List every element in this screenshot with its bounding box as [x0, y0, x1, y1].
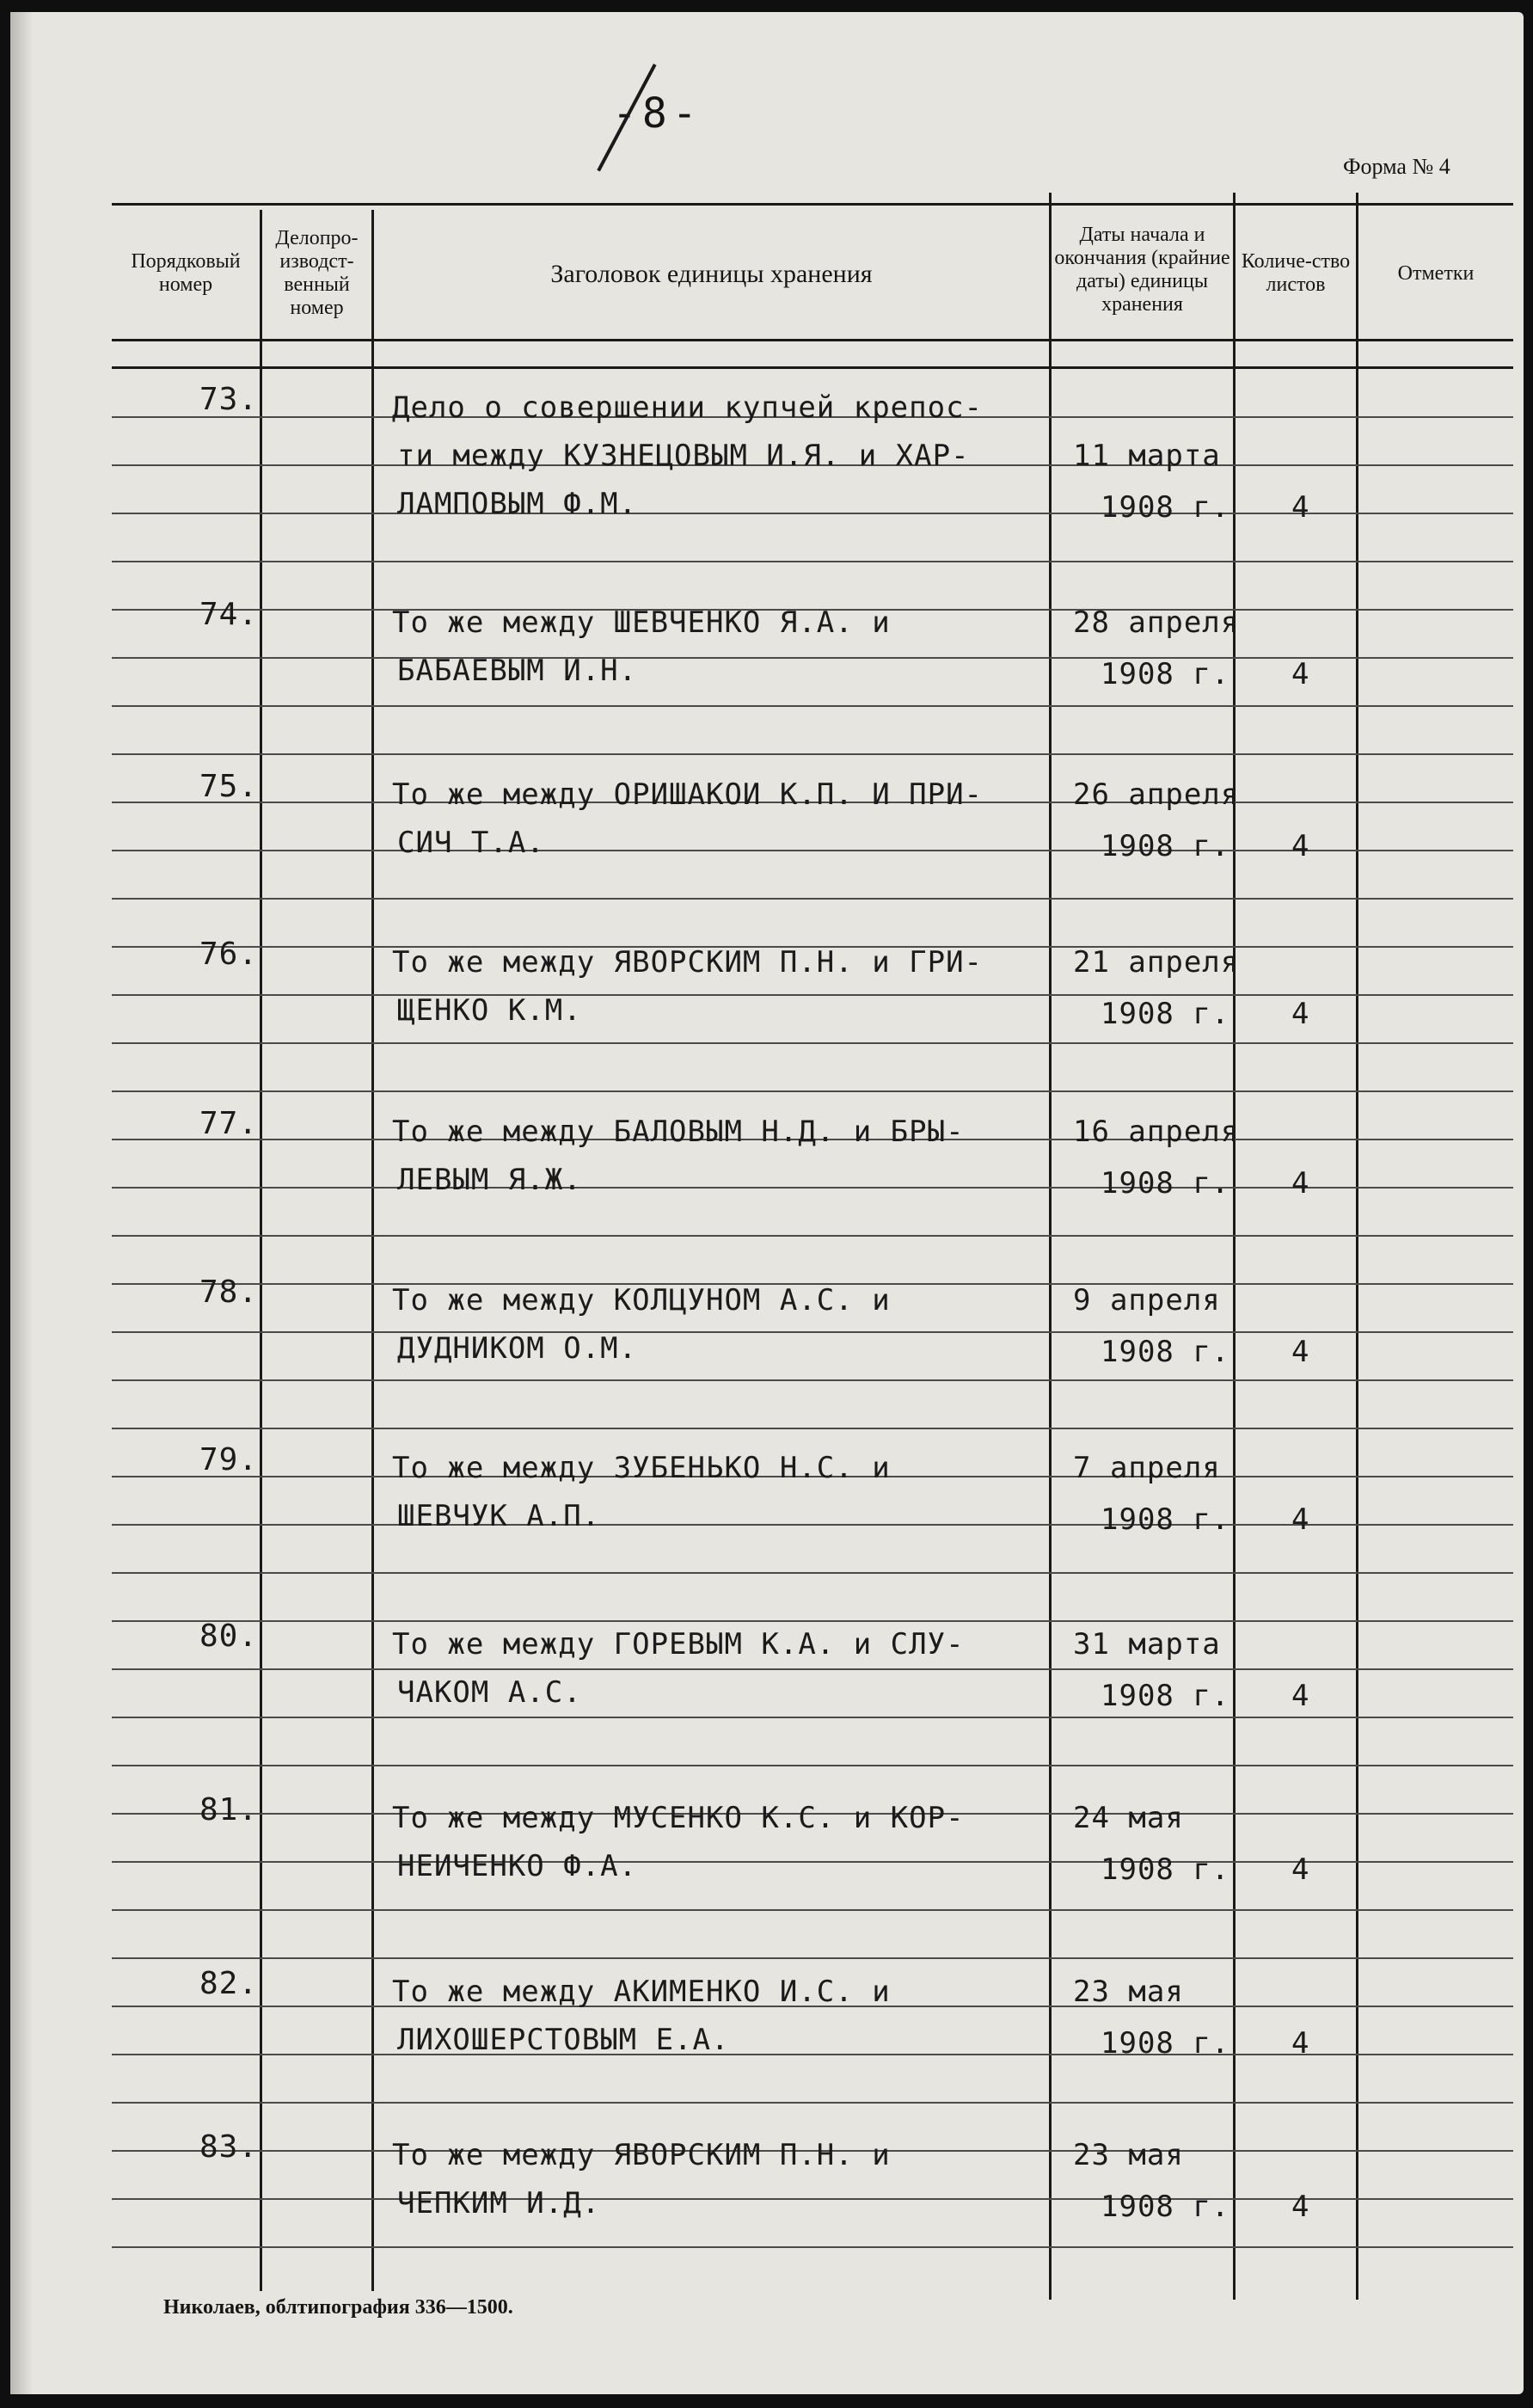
ruled-line [112, 1957, 1513, 1959]
row-number: 73. [199, 382, 259, 417]
row-start-date: 11 марта [1073, 439, 1221, 473]
row-sheet-count: 4 [1291, 1852, 1310, 1887]
row-year: 1908 г. [1101, 1852, 1230, 1887]
ruled-line [112, 2102, 1513, 2104]
row-title-line: Дело о совершении купчей крепос- [392, 390, 984, 425]
ruled-line [112, 1909, 1513, 1911]
row-sheet-count: 4 [1291, 657, 1310, 691]
row-title-line: БАБАЕВЫМ И.Н. [397, 654, 638, 688]
row-title-line: То же между БАЛОВЫМ Н.Д. и БРЫ- [392, 1115, 965, 1149]
row-start-date: 7 апреля [1073, 1451, 1221, 1485]
row-number: 75. [199, 769, 259, 804]
document-page [10, 12, 1524, 2394]
ruled-line [112, 1090, 1513, 1092]
row-sheet-count: 4 [1291, 2190, 1310, 2224]
row-title-line: ЛАМПОВЫМ Ф.М. [397, 487, 638, 521]
row-year: 1908 г. [1101, 1166, 1230, 1201]
row-sheet-count: 4 [1291, 1502, 1310, 1537]
row-title-line: НЕИЧЕНКО Ф.А. [397, 1849, 638, 1883]
printer-imprint: Николаев, облтипография 336—1500. [163, 2296, 513, 2319]
row-title-line: ЛЕВЫМ Я.Ж. [397, 1163, 582, 1197]
row-sheet-count: 4 [1291, 1166, 1310, 1201]
row-year: 1908 г. [1101, 1502, 1230, 1537]
row-sheet-count: 4 [1291, 490, 1310, 525]
column-divider-4 [1233, 193, 1236, 2300]
row-sheet-count: 4 [1291, 2026, 1310, 2061]
row-sheet-count: 4 [1291, 997, 1310, 1031]
row-start-date: 28 апреля [1073, 605, 1240, 640]
header-title: Заголовок единицы хранения [550, 259, 873, 288]
page-binding-shadow [10, 12, 33, 2394]
ruled-line [112, 994, 1513, 996]
ruled-line [112, 1042, 1513, 1044]
row-start-date: 31 марта [1073, 1627, 1221, 1662]
row-number: 78. [199, 1275, 259, 1310]
row-title-line: ЧЕПКИМ И.Д. [397, 2186, 601, 2221]
page-number: -8- [612, 89, 702, 138]
ruled-line [112, 1428, 1513, 1429]
ruled-line [112, 753, 1513, 755]
row-number: 83. [199, 2129, 259, 2165]
row-number: 82. [199, 1966, 259, 2001]
row-start-date: 24 мая [1073, 1801, 1184, 1835]
ruled-line [112, 1620, 1513, 1622]
row-title-line: То же между МУСЕНКО К.С. и КОР- [392, 1801, 965, 1835]
row-title-line: ЛИХОШЕРСТОВЫМ Е.А. [397, 2023, 730, 2057]
row-title-line: То же между АКИМЕНКО И.С. и [392, 1975, 891, 2009]
row-title-line: То же между КОЛЦУНОМ А.С. и [392, 1283, 891, 1318]
header-sheet-count: Количе-ство листов [1241, 250, 1351, 296]
row-year: 1908 г. [1101, 2026, 1230, 2061]
row-number: 79. [199, 1442, 259, 1477]
row-year: 1908 г. [1101, 490, 1230, 525]
row-start-date: 9 апреля [1073, 1283, 1221, 1318]
row-start-date: 23 мая [1073, 2138, 1184, 2172]
ruled-line [112, 1235, 1513, 1237]
column-divider-1 [260, 210, 262, 2291]
row-title-line: То же между ШЕВЧЕНКО Я.А. и [392, 605, 891, 640]
row-start-date: 26 апреля [1073, 777, 1240, 812]
column-divider-2 [371, 210, 374, 2291]
ruled-line [112, 705, 1513, 707]
row-year: 1908 г. [1101, 2190, 1230, 2224]
ruled-line [112, 561, 1513, 562]
row-sheet-count: 4 [1291, 1335, 1310, 1369]
ruled-line [112, 1717, 1513, 1718]
row-start-date: 16 апреля [1073, 1115, 1240, 1149]
table-header-bottom-border [112, 339, 1513, 341]
row-title-line: СИЧ Т.А. [397, 826, 545, 860]
ruled-line [112, 1331, 1513, 1333]
table-header-double-border [112, 366, 1513, 369]
row-title-line: То же между ОРИШАКОИ К.П. И ПРИ- [392, 777, 984, 812]
row-sheet-count: 4 [1291, 829, 1310, 863]
column-divider-3 [1049, 193, 1052, 2300]
row-title-line: То же между ЯВОРСКИМ П.Н. и ГРИ- [392, 945, 984, 980]
row-title-line: ДУДНИКОМ О.М. [397, 1331, 638, 1366]
row-title-line: ЩЕНКО К.М. [397, 993, 582, 1028]
header-dates: Даты начала и окончания (крайние даты) единицы хранения [1054, 224, 1230, 316]
row-sheet-count: 4 [1291, 1679, 1310, 1713]
row-number: 74. [199, 597, 259, 632]
row-title-line: ти между КУЗНЕЦОВЫМ И.Я. и ХАР- [397, 439, 970, 473]
row-title-line: То же между ЯВОРСКИМ П.Н. и [392, 2138, 891, 2172]
row-number: 76. [199, 937, 259, 972]
header-notes: Отметки [1397, 261, 1475, 285]
ruled-line [112, 898, 1513, 900]
ruled-line [112, 1379, 1513, 1381]
ruled-line [112, 1668, 1513, 1670]
header-office-number: Делопро-изводст-венный номер [275, 227, 359, 319]
ruled-line [112, 1572, 1513, 1574]
ruled-line [112, 2246, 1513, 2248]
row-title-line: ЧАКОМ А.С. [397, 1675, 582, 1710]
row-year: 1908 г. [1101, 1335, 1230, 1369]
form-label: Форма № 4 [1343, 154, 1450, 179]
row-start-date: 23 мая [1073, 1975, 1184, 2009]
row-title-line: ШЕВЧУК А.П. [397, 1499, 601, 1533]
row-start-date: 21 апреля [1073, 945, 1240, 980]
row-number: 81. [199, 1792, 259, 1828]
ruled-line [112, 1765, 1513, 1766]
row-year: 1908 г. [1101, 657, 1230, 691]
row-year: 1908 г. [1101, 829, 1230, 863]
table-top-border [112, 203, 1513, 206]
header-seq-number: Порядковый номер [131, 250, 241, 296]
column-divider-5 [1356, 193, 1358, 2300]
row-number: 77. [199, 1106, 259, 1141]
row-year: 1908 г. [1101, 1679, 1230, 1713]
row-title-line: То же между ЗУБЕНЬКО Н.С. и [392, 1451, 891, 1485]
row-title-line: То же между ГОРЕВЫМ К.А. и СЛУ- [392, 1627, 965, 1662]
row-number: 80. [199, 1619, 259, 1654]
row-year: 1908 г. [1101, 997, 1230, 1031]
